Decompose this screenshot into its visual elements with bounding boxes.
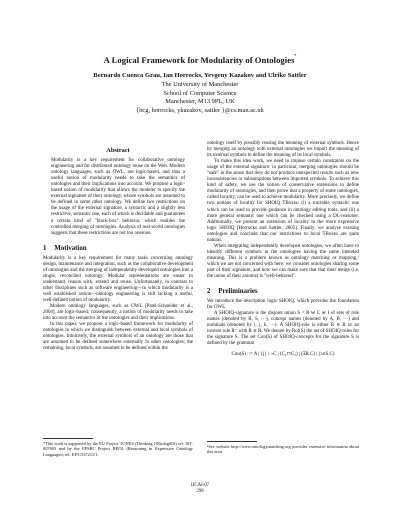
paper-title: [0, 55, 400, 65]
paragraph: To make this idea work, we need to impose certain constraints on the usage of the external signature: in particular, merging ontologies should be "safe" in the sense that they do not produce unexpected results such as new inconsistencies or subsumptions between imported symbols. To achieve this kind of safety, we use the notion of conservative extensions to define modularity of ontologies, and then prove that a property of some ontologies, called locality, can be used to achieve modularity. More precisely, we define two notions of locality for SHOIQ TBoxes: (i) a tractable syntactic one which can be used to provide guidance in ontology editing tools, and (ii) a more general semantic one which can be checked using a DL-reasoner. Additionally, we present an extension of locality to the more expressive logic SHOIQ [Horrocks and Sattler, 2005]. Finally, we analyse existing ontologies and conclude that our restrictions to local TBoxes are quite natural.: [207, 159, 359, 243]
paragraph: A SHOIQ-signature is the disjoint union S = R ⊎ C ⊎ I of sets of role names (denoted by R, S, ···), concept names (denoted by A, B, ···) and nominals (denoted by i, j, k, ···). A SHOIQ-role is either R ∈ R or an inverse role R⁻ with R ∈ R. We denote by Rol(S) the set of SHOIQ-roles for the signature S. The set Con(S) of SHOIQ-concepts for the signature S is defined by the grammar: [207, 311, 359, 347]
footnote-right: [207, 441, 359, 455]
footnote-text: *This work is supported by the EU Project TONES (Thinking ONtologiES) ref: IST-007603 and by the EPSRC Project REOL (Reasoning in Expressive Ontology Languages) ref: EP/C537211/1.: [43, 441, 193, 457]
venue-label: IJCAI-07: [190, 483, 210, 488]
footnote-rule: [43, 438, 93, 439]
paragraph: ontology itself by possibly reusing the meaning of external symbols. Hence by merging an ontology with external ontologies we import the meaning of its external symbols to define the meaning of its local symbols.: [207, 141, 359, 159]
paragraph: In this paper, we propose a logic-based framework for modularity of ontologies in which we distinguish between external and local symbols of ontologies. Intuitively, the external symbols of an ontology are those that are assumed to be defined somewhere externally in other ontologies; the remaining, local symbols, are assumed to be defined within the: [43, 322, 193, 352]
section-number: 2: [207, 288, 211, 296]
author-list: Bernardo Cuenca Grau, Ian Horrocks, Yevgeny Kazakov and Ulrike Sattler: [93, 72, 307, 79]
section-number: 1: [43, 244, 47, 252]
paragraph: When integrating independently developed ontologies, we often have to identify different symbols in the ontologies having the same intended meaning. This is a problem known as ontology matching or mapping,¹ which we are not concerned with here: we consider ontologies sharing some part of their signature, and how we can make sure that that their merge (i.e. the union of their axioms) is "well-behaved".: [207, 243, 359, 280]
title-footnote-mark: *: [294, 54, 297, 58]
footnote-rule: [207, 441, 257, 442]
abstract-heading: Abstract: [106, 147, 130, 154]
abstract-text: Modularity is a key requirement for collaborative ontology engineering and for distributed ontology reuse on the Web. Modern ontology languages, such as OWL, are logic-based, and thus a useful notion of modularity needs to take the semantics of ontologies and their implications into account. We propose a logic-based notion of modularity that allows the modeler to specify the external signature of their ontology, whose symbols are assumed to be defined in some other ontology. We define two restrictions on the usage of the external signature, a syntactic and a slightly less restrictive, semantic one, each of which is decidable and guarantees a certain kind of "black-box" behavior, which enables the controlled merging of ontologies. Analysis of real-world ontologies suggests that these restrictions are not too onerous.: [51, 158, 185, 236]
left-column: [43, 148, 193, 352]
footnote-left: [43, 438, 193, 457]
author-emails: {bcg, horrocks, ykazakov, sattler }@cs.man.ac.uk: [136, 106, 264, 114]
affiliation-block: [0, 81, 400, 115]
page-number: 298: [196, 489, 204, 494]
paragraph: Modularity is a key requirement for many tasks concerning ontology design, maintenance and integration, such as the collaborative development of ontologies and the merging of independently developed ontologies into a single, reconciled ontology. Modular representations are easier to understand, reason with, extend and reuse. Unfortunately, in contrast to other disciplines such as software engineering—in which modularity is a well established notion—ontology engineering is still lacking a useful, well-defined notion of modularity.: [43, 255, 193, 304]
grammar-formula: Con(S) ::= A | {j} | ¬C | (C₁⊓C₂) | (∃R.C) | (≥nS.C): [231, 351, 335, 357]
page-footer: [0, 483, 400, 495]
paragraph: Modern ontology languages, such as OWL [Patel-Schneider et al., 2004], are logic-based; consequently, a notion of modularity needs to take into account the semantics of the ontologies and their implications.: [43, 304, 193, 322]
abstract-body: [43, 158, 193, 237]
affiliation-line: The University of Manchester: [161, 81, 239, 88]
affiliation-line: Manchester, M13 9PL, UK: [165, 98, 235, 106]
title-text: A Logical Framework for Modularity of Ontologies: [103, 55, 295, 65]
right-column: [207, 141, 359, 358]
section-heading-motivation: [43, 246, 193, 252]
affiliation-line: School of Computer Science: [163, 89, 237, 97]
section-title: Preliminaries: [218, 288, 258, 296]
section-heading-preliminaries: [207, 289, 359, 295]
footnote-text: ¹See website http://www.ontologymatching.org provides extensive information about this area.: [207, 444, 359, 455]
paragraph: We introduce the description logic SHOIQ, which provides the foundation for OWL.: [207, 299, 359, 311]
section-title: Motivation: [54, 244, 87, 252]
